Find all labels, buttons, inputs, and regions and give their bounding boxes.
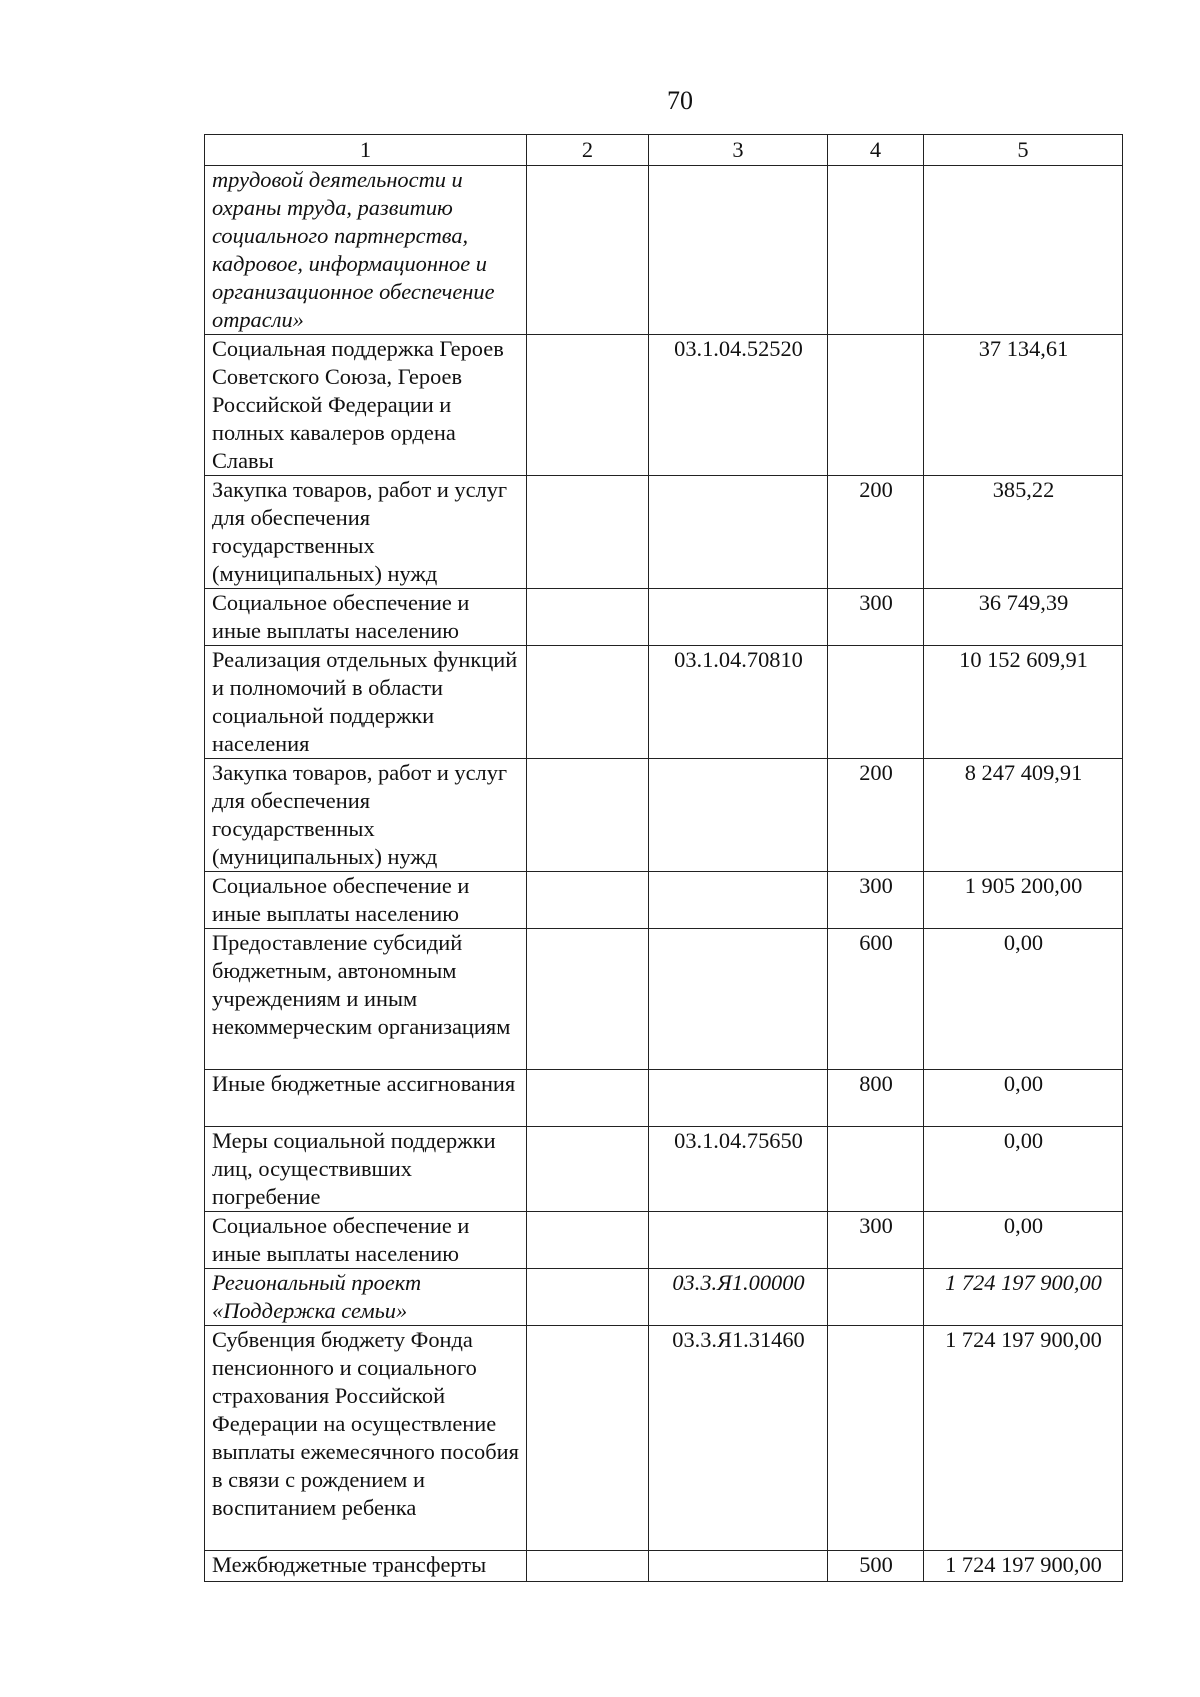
- cell-target-code: 03.1.04.75650: [649, 1127, 828, 1212]
- cell-target-code: [649, 476, 828, 589]
- table-row: [205, 1551, 1123, 1582]
- cell-target-code: [649, 589, 828, 646]
- table-row: [205, 1326, 1123, 1551]
- cell-expense-type: [828, 1326, 924, 1551]
- cell-column-2: [527, 1269, 649, 1326]
- cell-expense-type: 300: [828, 589, 924, 646]
- cell-column-2: [527, 872, 649, 929]
- column-header: 2: [527, 135, 649, 166]
- cell-column-2: [527, 759, 649, 872]
- cell-description: трудовой деятельности и охраны труда, развитию социального партнерства, кадровое, информационное и организационное обеспечение отрасли»: [205, 166, 527, 335]
- cell-expense-type: [828, 646, 924, 759]
- table-row: [205, 335, 1123, 476]
- cell-column-2: [527, 1212, 649, 1269]
- cell-description: Социальное обеспечение и иные выплаты населению: [205, 589, 527, 646]
- cell-target-code: [649, 1070, 828, 1127]
- cell-column-2: [527, 1127, 649, 1212]
- cell-description: Социальное обеспечение и иные выплаты населению: [205, 1212, 527, 1269]
- table-row: [205, 589, 1123, 646]
- cell-description: Закупка товаров, работ и услуг для обеспечения государственных (муниципальных) нужд: [205, 476, 527, 589]
- cell-amount: 1 724 197 900,00: [924, 1326, 1123, 1551]
- cell-description: Меры социальной поддержки лиц, осуществивших погребение: [205, 1127, 527, 1212]
- cell-target-code: [649, 166, 828, 335]
- table-row: [205, 1127, 1123, 1212]
- cell-target-code: [649, 1551, 828, 1582]
- cell-expense-type: [828, 1269, 924, 1326]
- table-body: [205, 166, 1123, 1582]
- cell-description: Закупка товаров, работ и услуг для обеспечения государственных (муниципальных) нужд: [205, 759, 527, 872]
- cell-expense-type: [828, 335, 924, 476]
- cell-column-2: [527, 335, 649, 476]
- table-row: [205, 1212, 1123, 1269]
- cell-column-2: [527, 1551, 649, 1582]
- table-row: [205, 166, 1123, 335]
- cell-amount: 0,00: [924, 1212, 1123, 1269]
- cell-expense-type: 200: [828, 759, 924, 872]
- page-number: 70: [667, 86, 693, 115]
- table-row: [205, 646, 1123, 759]
- cell-amount: 37 134,61: [924, 335, 1123, 476]
- cell-description: Социальная поддержка Героев Советского Союза, Героев Российской Федерации и полных кавалеров ордена Славы: [205, 335, 527, 476]
- cell-amount: 1 905 200,00: [924, 872, 1123, 929]
- cell-target-code: [649, 759, 828, 872]
- table-row: [205, 1070, 1123, 1127]
- cell-amount: 1 724 197 900,00: [924, 1269, 1123, 1326]
- cell-description: Субвенция бюджету Фонда пенсионного и социального страхования Российской Федерации на осуществление выплаты ежемесячного пособия в связи с рождением и воспитанием ребенка: [205, 1326, 527, 1551]
- cell-column-2: [527, 166, 649, 335]
- cell-column-2: [527, 476, 649, 589]
- column-header: 4: [828, 135, 924, 166]
- cell-target-code: [649, 929, 828, 1070]
- cell-target-code: 03.1.04.52520: [649, 335, 828, 476]
- cell-expense-type: 600: [828, 929, 924, 1070]
- table-row: [205, 1269, 1123, 1326]
- cell-description: Предоставление субсидий бюджетным, автономным учреждениям и иным некоммерческим организациям: [205, 929, 527, 1070]
- budget-table: [204, 134, 1123, 1582]
- table-row: [205, 759, 1123, 872]
- cell-description: Иные бюджетные ассигнования: [205, 1070, 527, 1127]
- column-header: 1: [205, 135, 527, 166]
- cell-description: Региональный проект «Поддержка семьи»: [205, 1269, 527, 1326]
- cell-expense-type: 800: [828, 1070, 924, 1127]
- cell-amount: 0,00: [924, 1127, 1123, 1212]
- cell-column-2: [527, 929, 649, 1070]
- column-header: 5: [924, 135, 1123, 166]
- cell-target-code: 03.1.04.70810: [649, 646, 828, 759]
- cell-target-code: 03.3.Я1.31460: [649, 1326, 828, 1551]
- table-row: [205, 476, 1123, 589]
- column-header: 3: [649, 135, 828, 166]
- cell-description: Реализация отдельных функций и полномочий в области социальной поддержки населения: [205, 646, 527, 759]
- cell-amount: 0,00: [924, 929, 1123, 1070]
- cell-expense-type: 300: [828, 1212, 924, 1269]
- cell-column-2: [527, 646, 649, 759]
- cell-expense-type: [828, 1127, 924, 1212]
- table-row: [205, 872, 1123, 929]
- cell-target-code: [649, 1212, 828, 1269]
- cell-amount: 1 724 197 900,00: [924, 1551, 1123, 1582]
- cell-column-2: [527, 1326, 649, 1551]
- cell-description: Межбюджетные трансферты: [205, 1551, 527, 1582]
- cell-expense-type: 300: [828, 872, 924, 929]
- cell-amount: 10 152 609,91: [924, 646, 1123, 759]
- cell-expense-type: [828, 166, 924, 335]
- cell-expense-type: 200: [828, 476, 924, 589]
- cell-amount: 0,00: [924, 1070, 1123, 1127]
- cell-expense-type: 500: [828, 1551, 924, 1582]
- cell-column-2: [527, 589, 649, 646]
- cell-description: Социальное обеспечение и иные выплаты населению: [205, 872, 527, 929]
- table-header-row: [205, 135, 1123, 166]
- cell-amount: 8 247 409,91: [924, 759, 1123, 872]
- cell-target-code: [649, 872, 828, 929]
- cell-amount: [924, 166, 1123, 335]
- cell-column-2: [527, 1070, 649, 1127]
- table-row: [205, 929, 1123, 1070]
- cell-amount: 385,22: [924, 476, 1123, 589]
- cell-amount: 36 749,39: [924, 589, 1123, 646]
- cell-target-code: 03.3.Я1.00000: [649, 1269, 828, 1326]
